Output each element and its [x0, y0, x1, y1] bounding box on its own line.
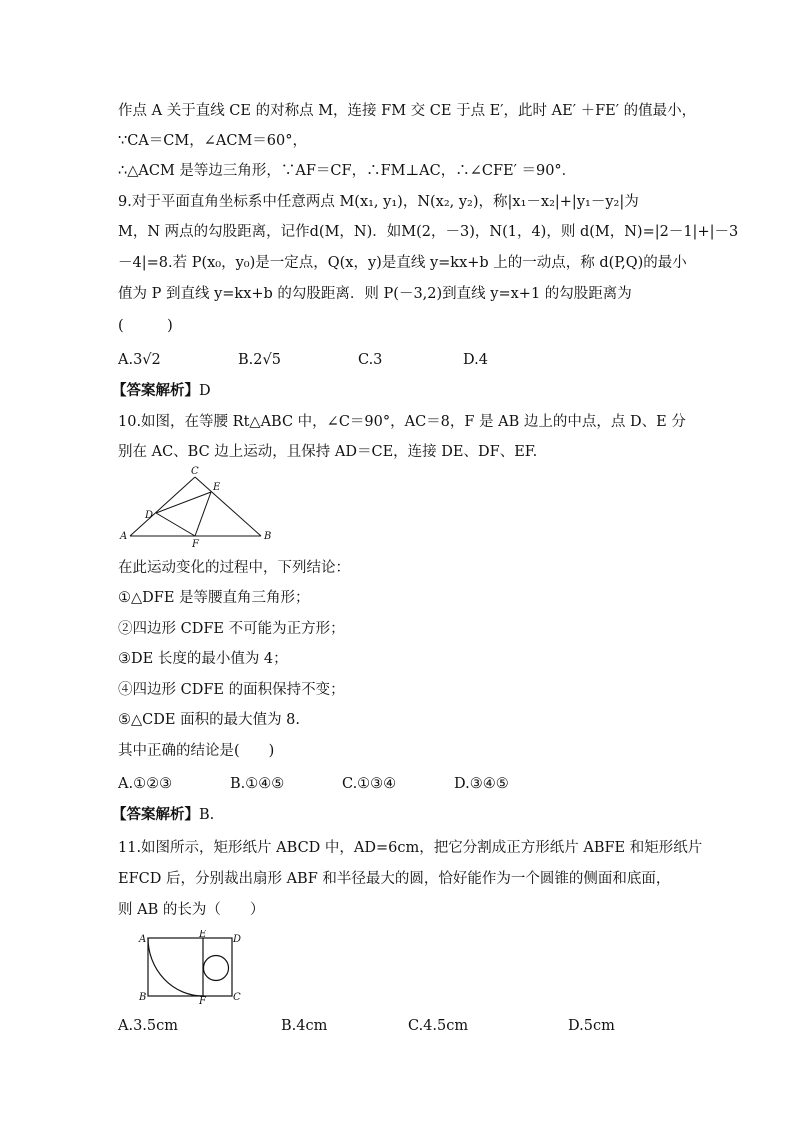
- q10-conclusion-3: ③DE 长度的最小值为 4；: [118, 651, 288, 667]
- q10-option-d: D.③④⑤: [454, 776, 509, 792]
- q9-line-4: 值为 P 到直线 y=kx+b 的勾股距离．则 P(－3,2)到直线 y=x+1 的勾股距离为: [118, 286, 632, 302]
- q10-intro: 在此运动变化的过程中，下列结论：: [118, 560, 350, 576]
- solution-line-1: 作点 A 关于直线 CE 的对称点 M，连接 FM 交 CE 于点 E′，此时 AE′ ＋FE′ 的值最小，: [118, 103, 697, 119]
- answer-tag: 【答案解析】: [112, 806, 199, 823]
- q9-option-d: D.4: [463, 352, 488, 368]
- segment-df: [156, 513, 195, 536]
- q11-line-3: 则 AB 的长为（ ）: [118, 902, 265, 918]
- q10-conclusion-1: ①△DFE 是等腰直角三角形；: [118, 590, 310, 606]
- q10-conclusion-5: ⑤△CDE 面积的最大值为 8.: [118, 712, 301, 728]
- answer-value: D: [199, 383, 211, 399]
- q9-option-b: B.2√5: [238, 352, 281, 368]
- q10-option-b: B.①④⑤: [230, 776, 285, 792]
- q10-line-1: 10.如图，在等腰 Rt△ABC 中，∠C＝90°，AC＝8，F 是 AB 边上的中点，点 D、E 分: [118, 414, 686, 430]
- side-cb: [195, 477, 261, 536]
- q10-ask: 其中正确的结论是( ): [118, 743, 275, 759]
- rectangle-abcd: [148, 938, 232, 996]
- q9-option-a: A.3√2: [118, 352, 161, 368]
- label-b: B: [264, 531, 272, 542]
- side-ac: [130, 477, 195, 536]
- label-c: C: [233, 992, 241, 1003]
- label-e: E: [213, 482, 221, 493]
- rectangle-figure: [135, 930, 245, 1004]
- label-a: A: [139, 934, 147, 945]
- q9-line-3: －4|=8.若 P(x₀，y₀)是一定点，Q(x，y)是直线 y=kx+b 上的一动点，称 d(P,Q)的最小: [118, 255, 687, 271]
- inscribed-circle: [204, 956, 229, 981]
- sector-arc-abf: [148, 938, 203, 996]
- label-e: E: [199, 930, 207, 940]
- q11-line-1: 11.如图所示，矩形纸片 ABCD 中，AD=6cm，把它分割成正方形纸片 ABFE 和矩形纸片: [118, 840, 703, 856]
- q9-line-2: M，N 两点的勾股距离，记作d(M，N)．如M(2，－3)，N(1，4)，则 d(M，N)=|2－1|+|－3: [118, 224, 739, 240]
- answer-value: B.: [199, 807, 215, 823]
- q11-option-b: B.4cm: [281, 1018, 328, 1034]
- q9-option-c: C.3: [358, 352, 383, 368]
- label-d: D: [145, 510, 154, 521]
- q10-conclusion-2: ②四边形 CDFE 不可能为正方形；: [118, 621, 345, 637]
- solution-line-3: ∴△ACM 是等边三角形，∵AF＝CF，∴FM⊥AC，∴∠CFE′ ＝90°．: [118, 163, 577, 179]
- q11-option-d: D.5cm: [568, 1018, 615, 1034]
- q11-line-2: EFCD 后，分别裁出扇形 ABF 和半径最大的圆，恰好能作为一个圆锥的侧面和底面，: [118, 871, 671, 887]
- q9-answer: [112, 381, 211, 401]
- solution-line-2: ∵CA＝CM，∠ACM＝60°，: [118, 133, 307, 149]
- q9-paren: ( ): [118, 318, 173, 334]
- q9-line-1: 9.对于平面直角坐标系中任意两点 M(x₁, y₁)，N(x₂, y₂)，称|x₁－x₂|+|y₁－y₂|为: [118, 194, 639, 210]
- answer-tag: 【答案解析】: [112, 382, 199, 399]
- q11-option-a: A.3.5cm: [118, 1018, 179, 1034]
- segment-de: [156, 492, 211, 513]
- q10-line-2: 别在 AC、BC 边上运动，且保持 AD＝CE，连接 DE、DF、EF.: [118, 444, 538, 460]
- q10-answer: [112, 805, 214, 825]
- q10-conclusion-4: ④四边形 CDFE 的面积保持不变；: [118, 682, 345, 698]
- segment-ef: [195, 492, 211, 536]
- q10-option-a: A.①②③: [118, 776, 173, 792]
- label-b: B: [139, 992, 147, 1003]
- label-f: F: [192, 539, 199, 548]
- q10-option-c: C.①③④: [342, 776, 397, 792]
- label-f: F: [199, 996, 206, 1004]
- triangle-figure: [118, 466, 278, 548]
- label-c: C: [191, 466, 199, 477]
- label-a: A: [120, 531, 128, 542]
- label-d: D: [233, 934, 242, 945]
- q11-option-c: C.4.5cm: [408, 1018, 469, 1034]
